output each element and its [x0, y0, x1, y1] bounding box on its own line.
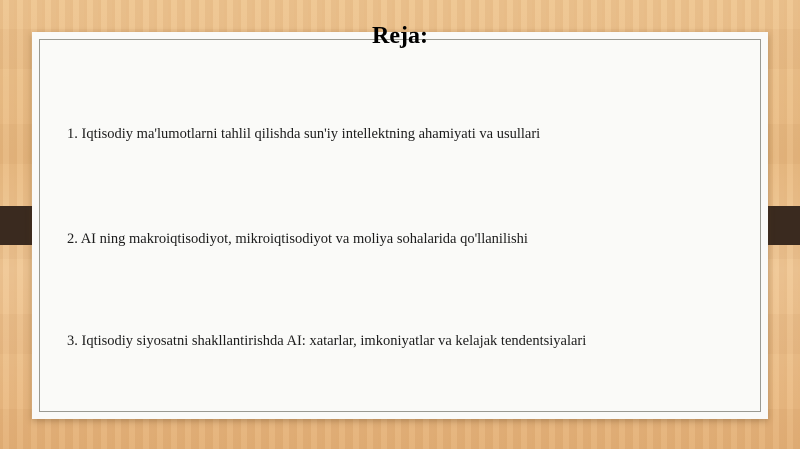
slide-inner-border — [39, 39, 761, 412]
plan-item-2: 2. AI ning makroiqtisodiyot, mikroiqtisodiyot va moliya sohalarida qo'llanilishi — [67, 231, 528, 247]
plan-item-1: 1. Iqtisodiy ma'lumotlarni tahlil qilishda sun'iy intellektning ahamiyati va usullari — [67, 126, 541, 142]
plan-item-3: 3. Iqtisodiy siyosatni shakllantirishda AI: xatarlar, imkoniyatlar va kelajak tendentsiyalari — [67, 333, 587, 349]
slide-card — [32, 32, 768, 419]
slide-title: Reja: — [372, 23, 428, 49]
